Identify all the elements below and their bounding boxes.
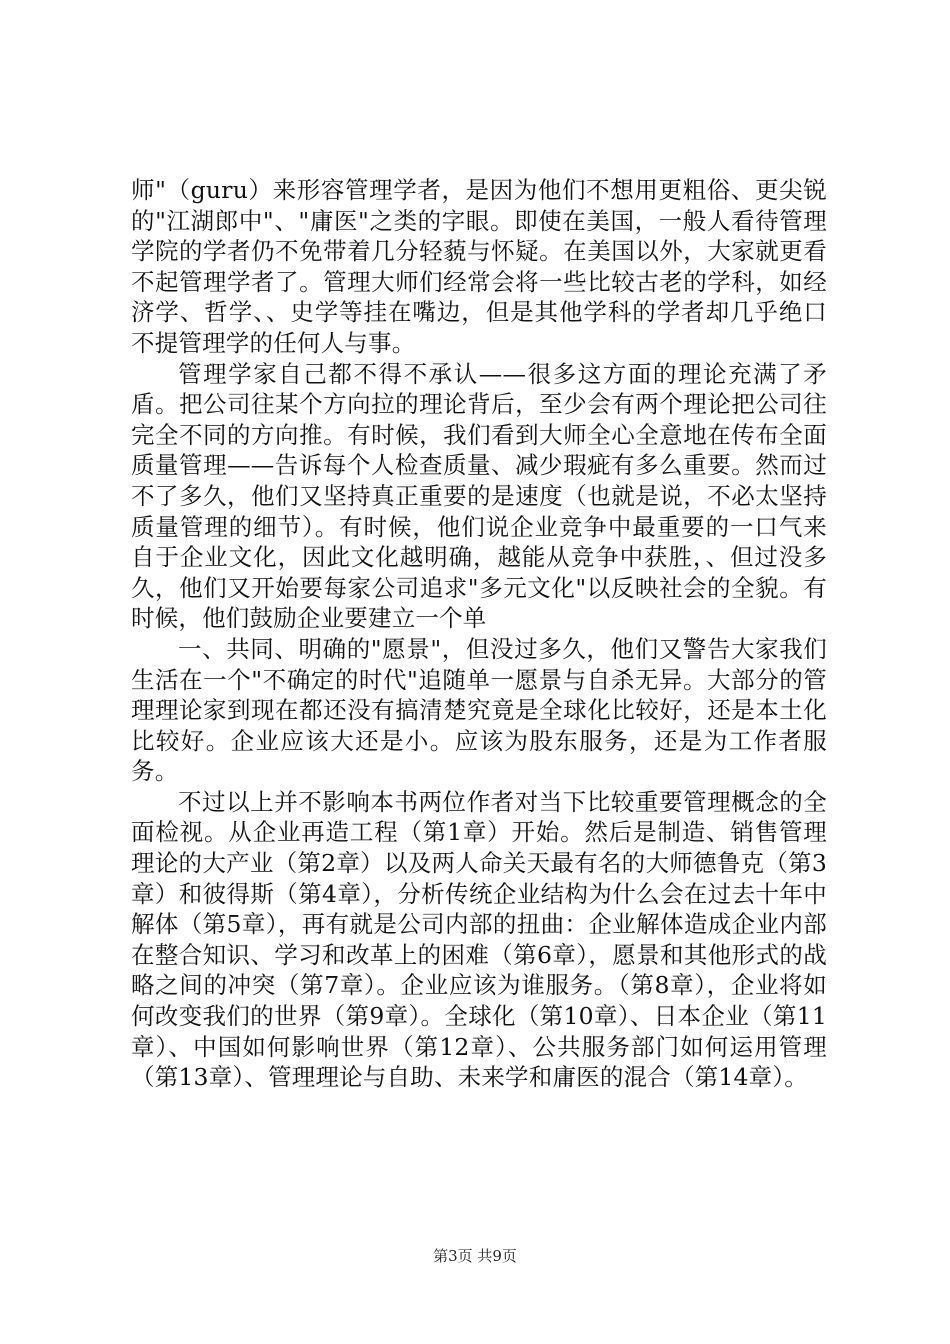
document-body [131,175,827,1093]
page-number-footer: 第3页 共9页 [433,1247,517,1265]
paragraph-3: 一、共同、明确的"愿景"，但没过多久，他们又警告大家我们生活在一个"不确定的时代"追随单一愿景与自杀无异。大部分的管理理论家到现在都还没有搞清楚究竟是全球化比较好，还是本土化比较好。企业应该大还是小。应该为股东服务，还是为工作者服务。 [131,634,827,786]
paragraph-4: 不过以上并不影响本书两位作者对当下比较重要管理概念的全面检视。从企业再造工程（第1章）开始。然后是制造、销售管理理论的大产业（第2章）以及两人命关天最有名的大师德鲁克（第3章）和彼得斯（第4章），分析传统企业结构为什么会在过去十年中解体（第5章），再有就是公司内部的扭曲：企业解体造成企业内部在整合知识、学习和改革上的困难（第6章），愿景和其他形式的战略之间的冲突（第7章）。企业应该为谁服务。（第8章），企业将如何改变我们的世界（第9章）。全球化（第10章）、日本企业（第11章）、中国如何影响世界（第12章）、公共服务部门如何运用管理（第13章）、管理理论与自助、未来学和庸医的混合（第14章）。 [131,787,827,1092]
paragraph-2: 管理学家自己都不得不承认——很多这方面的理论充满了矛盾。把公司往某个方向拉的理论背后，至少会有两个理论把公司往完全不同的方向推。有时候，我们看到大师全心全意地在传布全面质量管理——告诉每个人检查质量、减少瑕疵有多么重要。然而过不了多久，他们又坚持真正重要的是速度（也就是说，不必太坚持质量管理的细节）。有时候，他们说企业竞争中最重要的一口气来自于企业文化，因此文化越明确，越能从竞争中获胜，、但过没多久，他们又开始要每家公司追求"多元文化"以反映社会的全貌。有时候，他们鼓励企业要建立一个单 [131,359,827,633]
paragraph-1: 师"（guru）来形容管理学者，是因为他们不想用更粗俗、更尖锐的"江湖郎中"、"庸医"之类的字眼。即使在美国，一般人看待管理学院的学者仍不免带着几分轻藐与怀疑。在美国以外，大家就更看不起管理学者了。管理大师们经常会将一些比较古老的学科，如经济学、哲学、、史学等挂在嘴边，但是其他学科的学者却几乎绝口不提管理学的任何人与事。 [131,176,827,357]
